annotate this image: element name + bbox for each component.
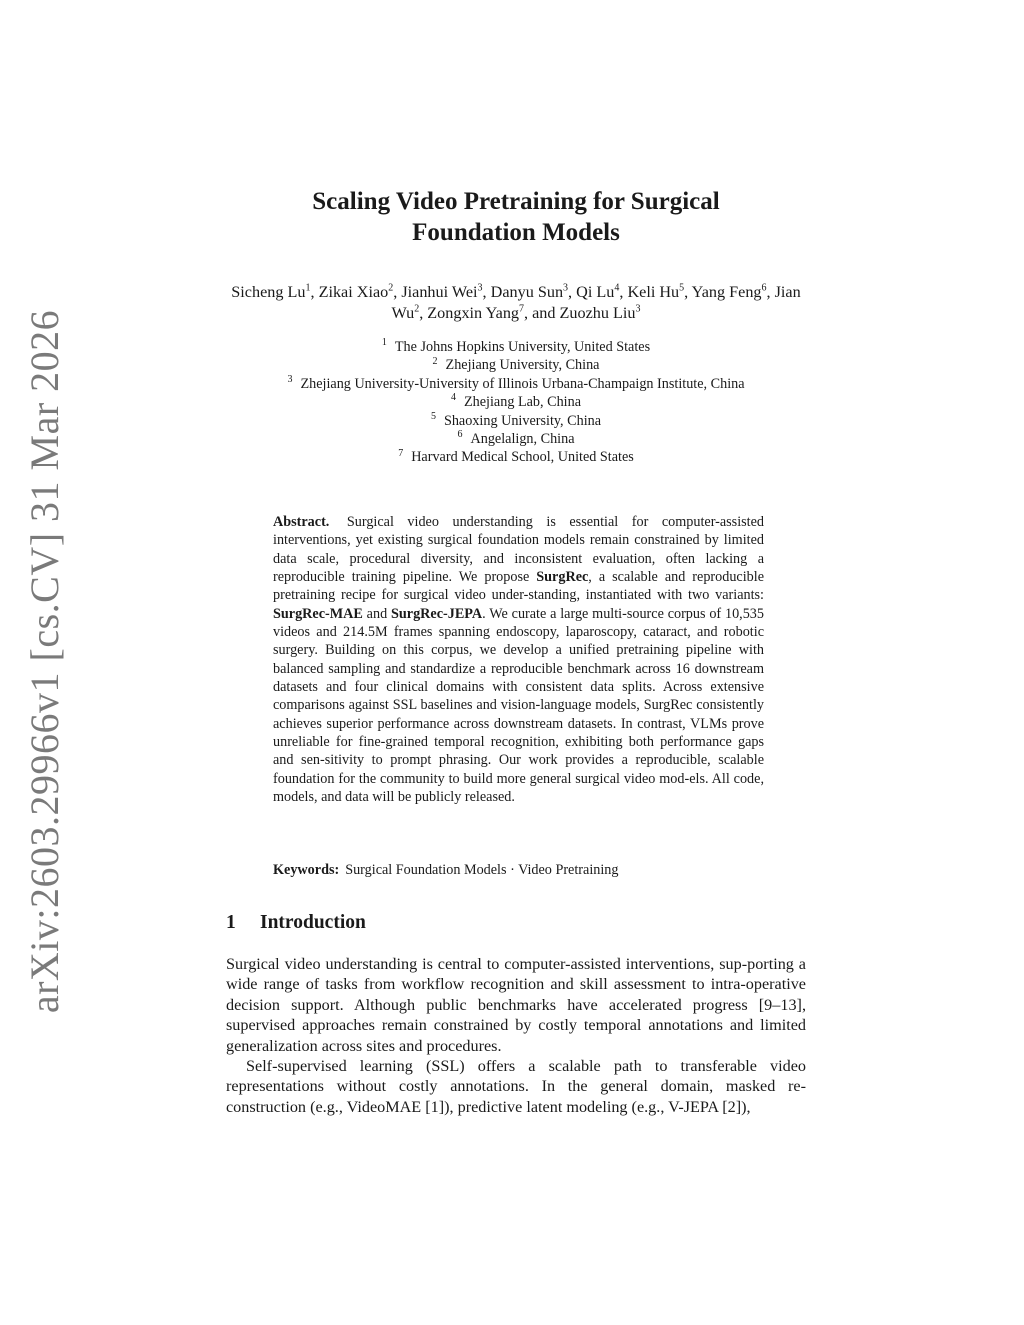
abstract-text: , a scalable and reproducible pretraining recipe for surgical video under-standing, instantiated with two variants: [273, 569, 764, 604]
affiliation-number: 2 [432, 355, 438, 367]
affiliation-item [226, 448, 806, 466]
author-name: Zikai Xiao [318, 283, 389, 301]
abstract-text: Surgical video understanding is essential for computer-assisted interventions, yet existing surgical foundation models remain constrained by limited data scale, procedural diversity, and inconsistent evaluation, often lacking a reproducible training pipeline. We propose [273, 514, 764, 586]
author-affiliation-mark: 3 [635, 303, 641, 315]
abstract-text: and [366, 605, 388, 622]
paper-title [226, 186, 806, 248]
author-name: Zuozhu Liu [559, 304, 636, 322]
affiliation-number: 7 [398, 447, 404, 459]
variant-name: SurgRec-MAE [273, 605, 363, 622]
author-affiliation-mark: 2 [388, 282, 394, 294]
author-list: Sicheng Lu$^1$, Zikai Xiao$^2$, Jianhui Wei$^3$, Danyu Sun$^3$, Qi Lu$^4$, Keli Hu$^5$, Yang Feng$^6$, Jian Wu$^2$, Zongxin Yang$^7$, and Zuozhu Liu$^3$ [231, 282, 801, 322]
title-line-1: Scaling Video Pretraining for Surgical [312, 188, 720, 215]
affiliation-text: Angelalign, China [470, 431, 575, 448]
author-affiliation-mark: 1 [305, 282, 311, 294]
section-number: 1 [226, 912, 236, 933]
affiliation-item [226, 356, 806, 374]
author-name: Sicheng Lu [231, 283, 306, 301]
author-name: Qi Lu [576, 283, 615, 301]
abstract-text: . We curate a large multi-source corpus of 10,535 videos and 214.5M frames spanning endoscopy, laparoscopy, cataract, and robotic surgery. Building on this corpus, we develop a unified pretraining pipeline with balanced sampling and standardize a reproducible benchmark across 16 downstream datasets and four clinical domains with consistent data splits. Across extensive comparisons against SSL baselines and vision-language models, SurgRec consistently achieves superior performance across downstream datasets. In contrast, VLMs prove unreliable for fine-grained temporal recognition, exhibiting both performance gaps and sen-sitivity to prompt phrasing. Our work provides a reproducible, scalable foundation for the community to build more general surgical video mod-els. All code, models, and data will be publicly released. [273, 605, 764, 806]
affiliation-number: 6 [457, 429, 463, 441]
author-affiliation-mark: 5 [679, 282, 685, 294]
section-title: Introduction [260, 912, 366, 933]
affiliation-item [226, 393, 806, 411]
affiliation-text: Zhejiang University, China [445, 357, 600, 374]
title-line-2: Foundation Models [412, 219, 620, 246]
affiliation-item [226, 338, 806, 356]
affiliation-number: 3 [287, 374, 293, 386]
author-name: Danyu Sun [490, 283, 564, 301]
affiliation-text: Shaoxing University, China [443, 412, 602, 429]
body-paragraph: Self-supervised learning (SSL) offers a scalable path to transferable video representations without costly annotations. In the general domain, masked re-construction (e.g., VideoMAE [1]), predictive latent modeling (e.g., V-JEPA [2]), [226, 1057, 806, 1116]
keywords [273, 861, 764, 879]
arxiv-identifier-text: arXiv:2603.29966v1 [cs.CV] 31 Mar 2026 [22, 309, 68, 1013]
affiliation-number: 5 [430, 410, 436, 422]
section-heading [226, 910, 366, 936]
method-name: SurgRec [536, 569, 589, 586]
affiliation-text: The Johns Hopkins University, United States [394, 339, 651, 355]
keywords-label: Keywords: [273, 862, 340, 878]
affiliation-text: Zhejiang Lab, China [463, 394, 581, 411]
affiliation-item [226, 375, 806, 393]
arxiv-identifier-stamp [20, 309, 70, 1013]
affiliation-number: 4 [450, 392, 456, 404]
author-affiliation-mark: 4 [614, 282, 620, 294]
body-paragraph: Surgical video understanding is central to computer-assisted interventions, sup-porting a wide range of tasks from workflow recognition and skill assessment to intra-operative decision support. Although public benchmarks have accelerated progress [9–13], supervised approaches remain constrained by costly temporal annotations and limited generalization across sites and procedures. [226, 955, 806, 1055]
affiliation-item [226, 430, 806, 448]
section-body [226, 954, 806, 1117]
author-affiliation-mark: 6 [761, 282, 767, 294]
variant-name: SurgRec-JEPA [391, 605, 483, 622]
author-affiliation-mark: 3 [563, 282, 569, 294]
author-name: Keli Hu [627, 283, 680, 301]
author-name: Jianhui Wei [401, 283, 478, 301]
abstract [273, 513, 764, 807]
affiliation-list [226, 338, 806, 467]
author-name: Yang Feng [691, 283, 762, 301]
affiliation-item [226, 412, 806, 430]
keywords-text: Surgical Foundation Models · Video Pretraining [345, 862, 619, 878]
author-affiliation-mark: 3 [477, 282, 483, 294]
affiliation-text: Zhejiang University-University of Illinois Urbana-Champaign Institute, China [300, 375, 745, 392]
abstract-label: Abstract. [273, 514, 330, 530]
affiliation-number: 1 [381, 337, 387, 349]
author-name: Zongxin Yang [427, 304, 520, 322]
author-name: Jian Wu [391, 283, 801, 322]
author-affiliation-mark: 2 [414, 303, 420, 315]
author-affiliation-mark: 7 [519, 303, 525, 315]
affiliation-text: Harvard Medical School, United States [411, 449, 634, 466]
